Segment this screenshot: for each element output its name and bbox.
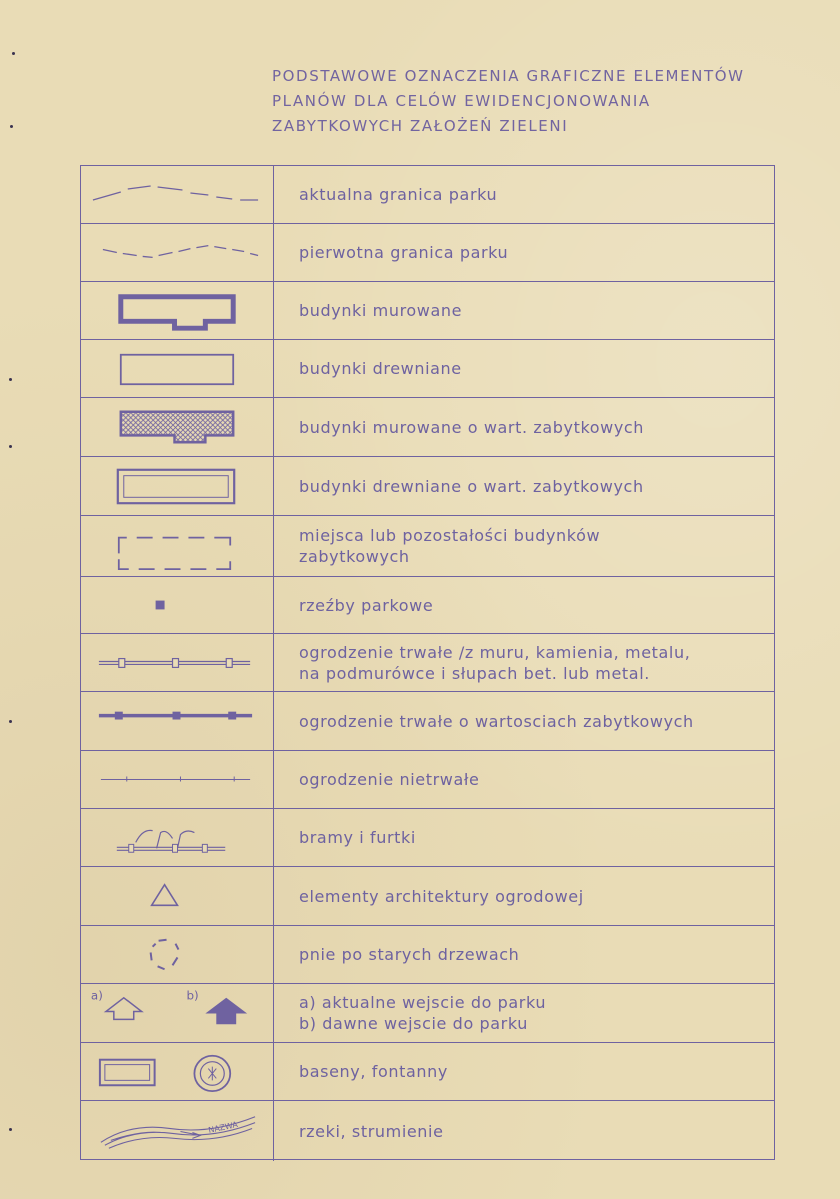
legend-description (299, 1043, 764, 1100)
document-title (272, 64, 832, 139)
paper-speck (9, 378, 12, 381)
legend-row (81, 281, 774, 339)
historic-wooden-building-icon (81, 457, 274, 515)
legend-description-line: a) aktualne wejscie do parku (299, 993, 547, 1012)
legend-row (81, 925, 774, 983)
title-line-1: PODSTAWOWE OZNACZENIA GRAFICZNE ELEMENTÓW (272, 67, 745, 85)
paper-speck (9, 445, 12, 448)
line-original-boundary-icon (81, 224, 274, 281)
legend-description (299, 926, 764, 983)
legend-row (81, 223, 774, 281)
legend-description-line: elementy architektury ogrodowej (299, 886, 584, 906)
legend-row (81, 339, 774, 397)
building-remains-icon (81, 516, 274, 576)
triangle-icon (81, 867, 274, 925)
legend-description (299, 751, 764, 808)
gate-icon (81, 809, 274, 866)
legend-row (81, 750, 774, 808)
legend-description-line: budynki murowane o wart. zabytkowych (299, 417, 645, 437)
legend-description-line: ogrodzenie trwałe /z muru, kamienia, metalu, (299, 642, 691, 662)
line-current-boundary-icon (81, 166, 274, 223)
legend-description-line: budynki drewniane o wart. zabytkowych (299, 476, 644, 496)
title-line-2: PLANÓW DLA CELÓW EWIDENCJONOWANIA (272, 92, 651, 110)
historic-brick-building-icon (81, 398, 274, 456)
legend-description-line: rzeźby parkowe (299, 595, 434, 615)
legend-description (299, 984, 764, 1042)
paper-speck (9, 720, 12, 723)
legend-row (81, 691, 774, 750)
wooden-building-icon (81, 340, 274, 397)
legend-description-line: pnie po starych drzewach (299, 945, 520, 964)
legend-description (299, 867, 764, 925)
legend-row (81, 633, 774, 691)
entrance-arrows-icon (81, 984, 274, 1042)
legend-description-line: aktualna granica parku (299, 185, 498, 204)
pool-fountain-icon (81, 1043, 274, 1100)
entrance-label-b: b) (186, 988, 199, 1003)
brick-building-icon (81, 282, 274, 339)
temporary-fence-icon (81, 751, 274, 808)
legend-description (299, 340, 764, 397)
legend-row (81, 397, 774, 456)
legend-row (81, 166, 774, 223)
legend-description-line: bramy i furtki (299, 828, 416, 847)
legend-row (81, 515, 774, 576)
legend-description-line: rzeki, strumienie (299, 1121, 444, 1141)
legend-description-line: budynki drewniane (299, 359, 462, 378)
legend-row (81, 983, 774, 1042)
legend-description (299, 398, 764, 456)
legend-row (81, 576, 774, 633)
legend-description-line: zabytkowych (299, 547, 410, 566)
legend-description (299, 577, 764, 633)
tree-stump-icon (81, 926, 274, 983)
legend-description (299, 166, 764, 223)
legend-description-line: b) dawne wejscie do parku (299, 1014, 528, 1033)
permanent-fence-icon (81, 634, 274, 691)
legend-row (81, 1042, 774, 1100)
river-icon (81, 1101, 274, 1161)
legend-row (81, 808, 774, 866)
paper-speck (10, 125, 13, 128)
legend-description-line: budynki murowane (299, 301, 463, 320)
legend-description (299, 634, 764, 691)
legend-description-line: baseny, fontanny (299, 1062, 448, 1081)
legend-description (299, 1101, 764, 1161)
legend-description (299, 692, 764, 750)
legend-description (299, 516, 764, 576)
legend-description (299, 224, 764, 281)
legend-description-line: miejsca lub pozostałości budynków (299, 526, 601, 545)
legend-description (299, 809, 764, 866)
river-name-label: NAZWA (207, 1120, 239, 1135)
sculpture-icon (81, 577, 274, 633)
legend-description-line: pierwotna granica parku (299, 243, 509, 262)
legend-row (81, 866, 774, 925)
legend-row (81, 1100, 774, 1161)
paper-speck (12, 52, 15, 55)
paper-speck (9, 1128, 12, 1131)
entrance-label-a: a) (90, 988, 103, 1003)
legend-table (80, 165, 775, 1160)
title-line-3: ZABYTKOWYCH ZAŁOŻEŃ ZIELENI (272, 117, 569, 135)
legend-description-line: ogrodzenie trwałe o wartosciach zabytkowych (299, 711, 694, 731)
historic-fence-icon (81, 692, 274, 750)
legend-row (81, 456, 774, 515)
legend-description (299, 282, 764, 339)
legend-description (299, 457, 764, 515)
legend-description-line: na podmurówce i słupach bet. lub metal. (299, 663, 650, 683)
legend-description-line: ogrodzenie nietrwałe (299, 770, 480, 789)
